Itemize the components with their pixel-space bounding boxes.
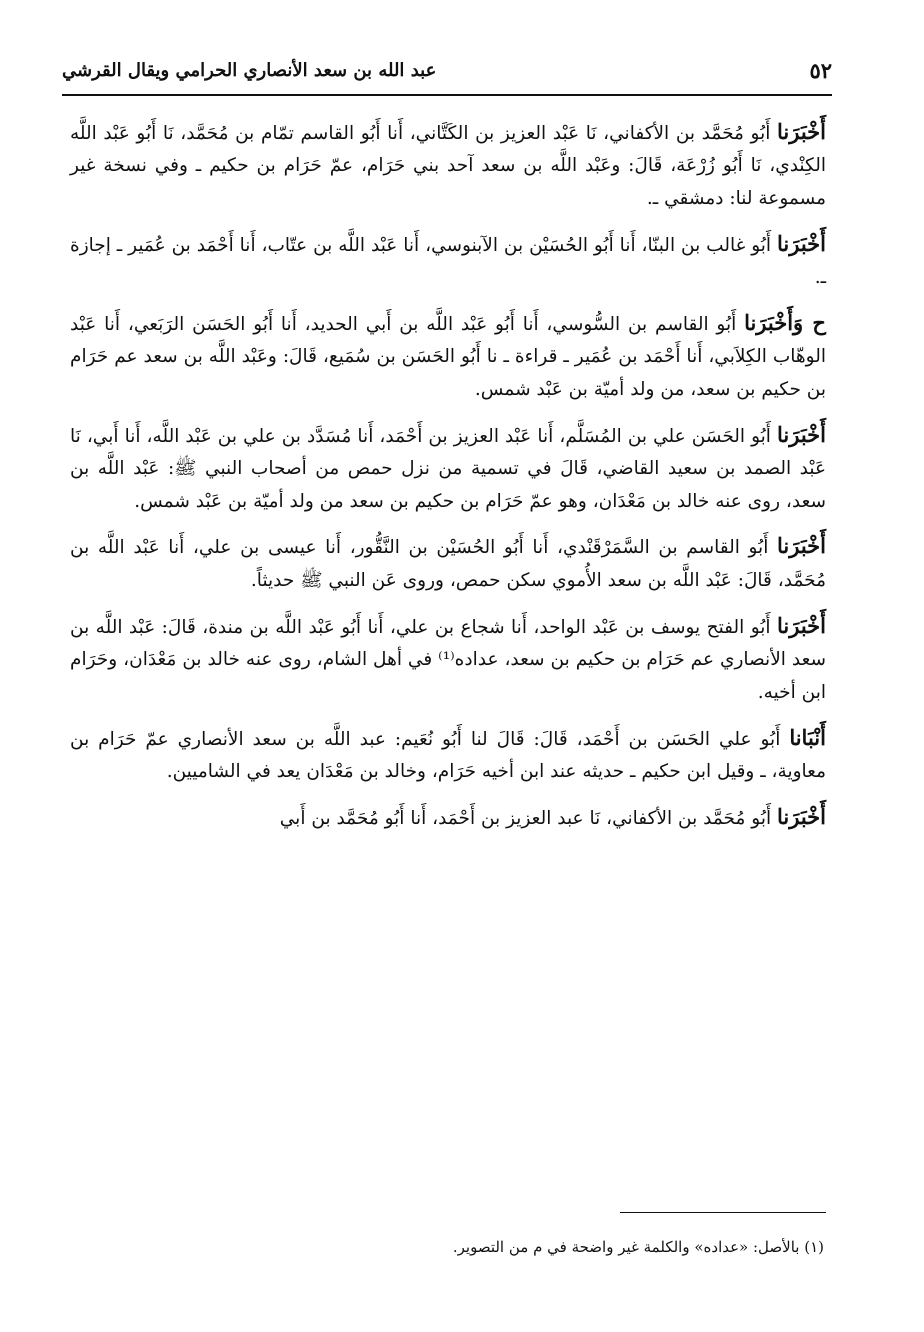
paragraph-text: أَبُو الفتح يوسف بن عَبْد الواحد، أَنا شجاع بن علي، أَنا أَبُو عَبْد اللَّه بن مندة، قَالَ: عَبْد اللَّه بن سعد الأنصاري عم حَرَام بن حكيم بن سعد، عداده⁽¹⁾ في أهل الشام، روى عنه خالد بن مَعْدَان، وحَرَام ابن أخيه.: [70, 616, 826, 703]
paragraph-text: أَبُو القاسم بن السَّمَرْقَنْدي، أَنا أَبُو الحُسَيْن بن النَّقُّور، أَنا عيسى بن علي، أَنا عَبْد اللَّه بن مُحَمَّد، قَالَ: عَبْد اللَّه بن سعد الأُموي سكن حمص، وروى عَن النبي ﷺ حديثاً.: [70, 537, 826, 591]
paragraph-text: أَبُو مُحَمَّد بن الأكفاني، نَا عبد العزيز بن أَحْمَد، أَنا أَبُو مُحَمَّد بن أَبي: [279, 807, 772, 829]
paragraph-lead: أَخْبَرَنا: [777, 119, 826, 144]
paragraph: [70, 610, 826, 709]
body-text: [70, 116, 826, 848]
paragraph: [70, 530, 826, 597]
paragraph-lead: أَخْبَرَنا: [777, 230, 826, 256]
paragraph: [70, 116, 826, 215]
paragraph: [70, 419, 826, 518]
paragraph-lead: أَخْبَرَنا: [777, 612, 826, 638]
footnote: (١) بالأصل: «عداده» والكلمة غير واضحة في م من التصوير.: [452, 1238, 824, 1256]
paragraph-lead: ح وَأَخْبَرَنا: [744, 310, 826, 336]
paragraph-lead: أَنْبَانا: [789, 724, 826, 750]
paragraph-lead: أَخْبَرَنا: [777, 421, 826, 447]
paragraph-text: أَبُو مُحَمَّد بن الأكفاني، نَا عَبْد العزيز بن الكَتَّاني، أَنا أَبُو القاسم تمّام بن مُحَمَّد، نَا أَبُو عَبْد اللَّه الكِنْدي، نَا أَبُو زُرْعَة، قَالَ: وعَبْد اللَّه بن سعد آحد بني حَرَام، عمّ حَرَام بن حكيم ـ وفي نسخة غير مسموعة لنا: دمشقي ـ.: [70, 123, 826, 209]
paragraph-text: أَبُو القاسم بن السُّوسي، أَنا أَبُو عَبْد اللَّه بن أَبي الحديد، أَنا أَبُو الحَسَن الرَبَعي، أَنا عَبْد الوهّاب الكِلاَبي، أَنا أَحْمَد بن عُمَير ـ قراءة ـ نا أَبُو الحَسَن بن سُمَيع، قَالَ: وعَبْد اللَّه بن سعد عم حَرَام بن حكيم بن سعد، من ولد أميّة بن عَبْد شمس.: [70, 314, 826, 400]
paragraph-lead: أَخْبَرَنا: [777, 803, 826, 829]
paragraph: [70, 228, 826, 295]
paragraph: [70, 307, 826, 406]
paragraph-lead: أَخْبَرَنا: [777, 533, 826, 559]
paragraph-text: أَبُو الحَسَن علي بن المُسَلَّم، أَنا عَبْد العزيز بن أَحْمَد، أَنا مُسَدَّد بن علي بن عَبْد اللَّه، أَنا أَبي، نَا عَبْد الصمد بن سعيد القاضي، قَالَ في تسمية من نزل حمص من أصحاب النبي ﷺ: عَبْد اللَّه بن سعد، روى عنه خالد بن مَعْدَان، وهو عمّ حَرَام بن حكيم بن سعد من ولد أميّة بن عَبْد شمس.: [70, 425, 826, 512]
paragraph-text: أَبُو علي الحَسَن بن أَحْمَد، قَالَ: قَالَ لنا أَبُو نُعَيم: عبد اللَّه بن سعد الأنصاري عمّ حَرَام بن معاوية، ـ وقيل ابن حكيم ـ حديثه عند ابن أخيه حَرَام، وخالد بن مَعْدَان يعد في الشاميين.: [70, 728, 826, 782]
paragraph: [70, 722, 826, 789]
paragraph-text: أَبُو غالب بن البنّا، أَنا أَبُو الحُسَيْن بن الآبنوسي، أَنا عَبْد اللَّه بن عتّاب، أَنا أَحْمَد بن عُمَير ـ إجازة ـ.: [70, 234, 826, 289]
running-title: عبد الله بن سعد الأنصاري الحرامي ويقال القرشي: [62, 60, 437, 81]
paragraph: [70, 801, 826, 835]
page-number: ٥٢: [809, 58, 832, 83]
footnote-divider: [620, 1212, 826, 1213]
page-header: [62, 58, 832, 96]
